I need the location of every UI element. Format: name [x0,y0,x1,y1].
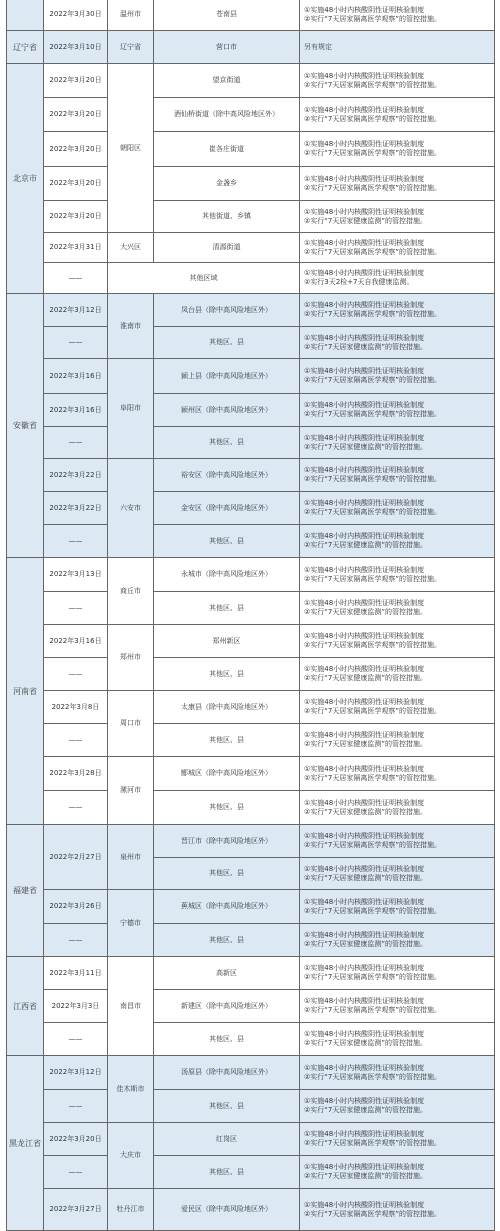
city-cell: 郑州市 [107,624,154,691]
area-cell: 郑州新区 [153,624,300,658]
area-cell: 其他区、县 [153,723,300,757]
measure-cell: ①实施48小时内核酸阴性证明核验制度 ②实行“7天居家隔离医学观察”的管控措施。 [299,1122,495,1156]
date-cell: 2022年3月12日 [43,293,108,327]
date-cell: 2022年3月22日 [43,458,108,492]
date-cell: —— [43,1155,108,1189]
measure-cell: ①实施48小时内核酸阴性证明核验制度 ②实行“7天居家隔离医学观察”的管控措施。 [299,624,495,658]
measure-cell: ①实施48小时内核酸阴性证明核验制度 ②实行“7天居家隔离医学观察”的管控措施。 [299,393,495,427]
area-cell: 其他区、县 [153,857,300,890]
date-cell: 2022年3月30日 [43,0,108,31]
area-cell: 金安区（除中高风险地区外） [153,491,300,525]
measure-cell: 另有规定 [299,30,495,64]
province-cell: 黑龙江省 [6,1055,44,1231]
measure-cell: ①实施48小时内核酸阴性证明核验制度 ②实行“7天居家隔离医学观察”的管控措施。 [299,989,495,1023]
date-cell: —— [43,426,108,459]
measure-cell: ①实施48小时内核酸阴性证明核验制度 ②实行“7天居家健康监测”的管控措施。 [299,426,495,459]
date-cell: —— [43,524,108,558]
city-cell: 漯河市 [107,756,154,825]
area-cell: 汤原县（除中高风险地区外） [153,1055,300,1090]
measure-cell: ①实施48小时内核酸阴性证明核验制度 ②实行“7天居家隔离医学观察”的管控措施。 [299,491,495,525]
date-cell: 2022年3月20日 [43,97,108,132]
measure-cell: ①实施48小时内核酸阴性证明核验制度 ②实行“7天居家隔离医学观察”的管控措施。 [299,63,495,98]
measure-cell: ①实施48小时内核酸阴性证明核验制度 ②实行“7天居家隔离医学观察”的管控措施。 [299,1055,495,1090]
area-cell: 颍上县（除中高风险地区外） [153,358,300,394]
measure-cell: ①实施48小时内核酸阴性证明核验制度 ②实行“7天居家隔离医学观察”的管控措施。 [299,97,495,132]
date-cell: 2022年3月27日 [43,1188,108,1231]
date-cell: —— [43,1089,108,1123]
measure-cell: ①实施48小时内核酸阴性证明核验制度 ②实行“7天居家健康监测”的管控措施。 [299,790,495,825]
date-cell: —— [43,591,108,625]
date-cell: 2022年3月12日 [43,1055,108,1090]
area-cell: 新建区（除中高风险地区外） [153,989,300,1023]
measure-cell: ①实施48小时内核酸阴性证明核验制度 ②实行“7天居家健康监测”的管控措施。 [299,524,495,558]
measure-cell: ①实施48小时内核酸阴性证明核验制度 ②实行“7天居家健康监测”的管控措施。 [299,1089,495,1123]
date-cell: 2022年3月8日 [43,690,108,724]
area-cell: 其他区、县 [153,1155,300,1189]
city-cell: 宁德市 [107,889,154,957]
measure-cell: ①实施48小时内核酸阴性证明核验制度 ②实行“7天居家隔离医学观察”的管控措施。 [299,956,495,990]
province-cell: 北京市 [6,63,44,294]
date-cell: 2022年3月16日 [43,624,108,658]
measure-cell: ①实施48小时内核酸阴性证明核验制度 ②实行“7天居家健康监测”的管控措施。 [299,200,495,233]
date-cell: 2022年3月11日 [43,956,108,990]
date-cell: 2022年3月16日 [43,358,108,394]
province-cell: 福建省 [6,824,44,957]
area-cell: 其他区、县 [153,790,300,825]
date-cell: 2022年3月20日 [43,166,108,201]
province-cell: 安徽省 [6,293,44,558]
city-cell: 六安市 [107,458,154,558]
measure-cell: ①实施48小时内核酸阴性证明核验制度 ②实行“7天居家隔离医学观察”的管控措施。 [299,293,495,327]
area-cell: 金盏乡 [153,166,300,201]
date-cell: 2022年3月13日 [43,557,108,592]
city-cell: 淮南市 [107,293,154,359]
date-cell: —— [43,1022,108,1056]
province-cell: 江西省 [6,956,44,1056]
province-cell: 辽宁省 [6,30,44,64]
city-cell: 南昌市 [107,956,154,1056]
area-cell: 颍州区（除中高风险地区外） [153,393,300,427]
city-cell: 商丘市 [107,557,154,625]
date-cell: 2022年3月20日 [43,63,108,98]
area-cell: 其他区、县 [153,524,300,558]
area-cell: 其他区、县 [153,1022,300,1056]
measure-cell: ①实施48小时内核酸阴性证明核验制度 ②实行“7天居家健康监测”的管控措施。 [299,657,495,691]
area-cell: 崔各庄街道 [153,131,300,167]
area-cell: 苍南县 [153,0,300,31]
measure-cell: ①实施48小时内核酸阴性证明核验制度 ②实行“7天居家隔离医学观察”的管控措施。 [299,358,495,394]
measure-cell: ①实施48小时内核酸阴性证明核验制度 ②实行“7天居家隔离医学观察”的管控措施。 [299,824,495,858]
measure-cell: ①实施48小时内核酸阴性证明核验制度 ②实行“7天居家隔离医学观察”的管控措施。 [299,557,495,592]
area-cell: 裕安区（除中高风险地区外） [153,458,300,492]
city-cell: 佳木斯市 [107,1055,154,1123]
area-cell: 其他区、县 [153,326,300,359]
date-cell: 2022年3月3日 [43,989,108,1023]
city-cell: 温州市 [107,0,154,31]
city-cell: 辽宁省 [107,30,154,64]
area-cell: 营口市 [153,30,300,64]
date-cell: —— [43,262,108,294]
area-cell: 望京街道 [153,63,300,98]
area-cell: 其他区、县 [153,426,300,459]
date-cell: 2022年3月28日 [43,756,108,791]
area-cell: 酒仙桥街道（除中高风险地区外） [153,97,300,132]
measure-cell: ①实施48小时内核酸阴性证明核验制度 ②实行“7天居家健康监测”的管控措施。 [299,923,495,957]
date-cell: 2022年3月16日 [43,393,108,427]
area-cell: 其他区、县 [153,923,300,957]
area-cell: 郾城区（除中高风险地区外） [153,756,300,791]
area-cell: 爱民区（除中高风险地区外） [153,1188,300,1231]
province-cell: 河南省 [6,557,44,825]
measure-cell: ①实施48小时内核酸阴性证明核验制度 ②实行“7天居家健康监测”的管控措施。 [299,1022,495,1056]
city-cell: 周口市 [107,690,154,757]
measure-cell: ①实施48小时内核酸阴性证明核验制度 ②实行“7天居家隔离医学观察”的管控措施。 [299,131,495,167]
date-cell: 2022年3月10日 [43,30,108,64]
area-cell: 凤台县（除中高风险地区外） [153,293,300,327]
city-cell: 阜阳市 [107,358,154,459]
city-cell: 朝阳区 [107,63,154,233]
measure-cell: ①实施48小时内核酸阴性证明核验制度 ②实行“7天居家健康监测”的管控措施。 [299,857,495,890]
area-cell: 红岗区 [153,1122,300,1156]
date-cell: —— [43,657,108,691]
date-cell: 2022年3月26日 [43,889,108,924]
city-cell: 大兴区 [107,232,154,263]
measure-cell: ①实施48小时内核酸阴性证明核验制度 ②实行“7天居家健康监测”的管控措施。 [299,723,495,757]
date-cell: 2022年3月20日 [43,131,108,167]
city-cell: 牡丹江市 [107,1188,154,1231]
area-cell: 其他区、县 [153,591,300,625]
measure-cell: ①实施48小时内核酸阴性证明核验制度 ②实行“7天居家隔离医学观察”的管控措施。 [299,232,495,263]
area-cell: 其他区、县 [153,657,300,691]
date-cell: 2022年3月22日 [43,491,108,525]
area-cell: 永城市（除中高风险地区外） [153,557,300,592]
date-cell: 2022年3月20日 [43,1122,108,1156]
measure-cell: ①实施48小时内核酸阴性证明核验制度 ②实行“7天居家隔离医学观察”的管控措施。 [299,166,495,201]
area-cell: 太康县（除中高风险地区外） [153,690,300,724]
measure-cell: ①实施48小时内核酸阴性证明核验制度 ②实行“7天居家隔离医学观察”的管控措施。 [299,458,495,492]
city-cell: 大庆市 [107,1122,154,1189]
area-cell: 其他区域 [107,262,300,294]
date-cell: —— [43,723,108,757]
date-cell: 2022年3月31日 [43,232,108,263]
measure-cell: ①实施48小时内核酸阴性证明核验制度 ②实行“7天居家隔离医学观察”的管控措施。 [299,756,495,791]
city-cell: 泉州市 [107,824,154,890]
area-cell: 其他区、县 [153,1089,300,1123]
date-cell: 2022年2月27日 [43,824,108,890]
date-cell: —— [43,923,108,957]
date-cell: 2022年3月20日 [43,200,108,233]
area-cell: 晋江市（除中高风险地区外） [153,824,300,858]
measure-cell: ①实施48小时内核酸阴性证明核验制度 ②实行“7天居家隔离医学观察”的管控措施。 [299,1188,495,1231]
measure-cell: ①实施48小时内核酸阴性证明核验制度 ②实行3天2检+7天自我健康监测。 [299,262,495,294]
area-cell: 高新区 [153,956,300,990]
measure-cell: ①实施48小时内核酸阴性证明核验制度 ②实行“7天居家健康监测”的管控措施。 [299,326,495,359]
province-cell [6,0,44,31]
measure-cell: ①实施48小时内核酸阴性证明核验制度 ②实行“7天居家隔离医学观察”的管控措施。 [299,690,495,724]
measure-cell: ①实施48小时内核酸阴性证明核验制度 ②实行“7天居家健康监测”的管控措施。 [299,1155,495,1189]
date-cell: —— [43,326,108,359]
area-cell: 其他街道、乡镇 [153,200,300,233]
date-cell: —— [43,790,108,825]
measure-cell: ①实施48小时内核酸阴性证明核验制度 ②实行“7天居家隔离医学观察”的管控措施。 [299,889,495,924]
measure-cell: ①实施48小时内核酸阴性证明核验制度 ②实行“7天居家隔离医学观察”的管控措施。 [299,0,495,31]
area-cell: 蕉城区（除中高风险地区外） [153,889,300,924]
area-cell: 清源街道 [153,232,300,263]
measure-cell: ①实施48小时内核酸阴性证明核验制度 ②实行“7天居家健康监测”的管控措施。 [299,591,495,625]
